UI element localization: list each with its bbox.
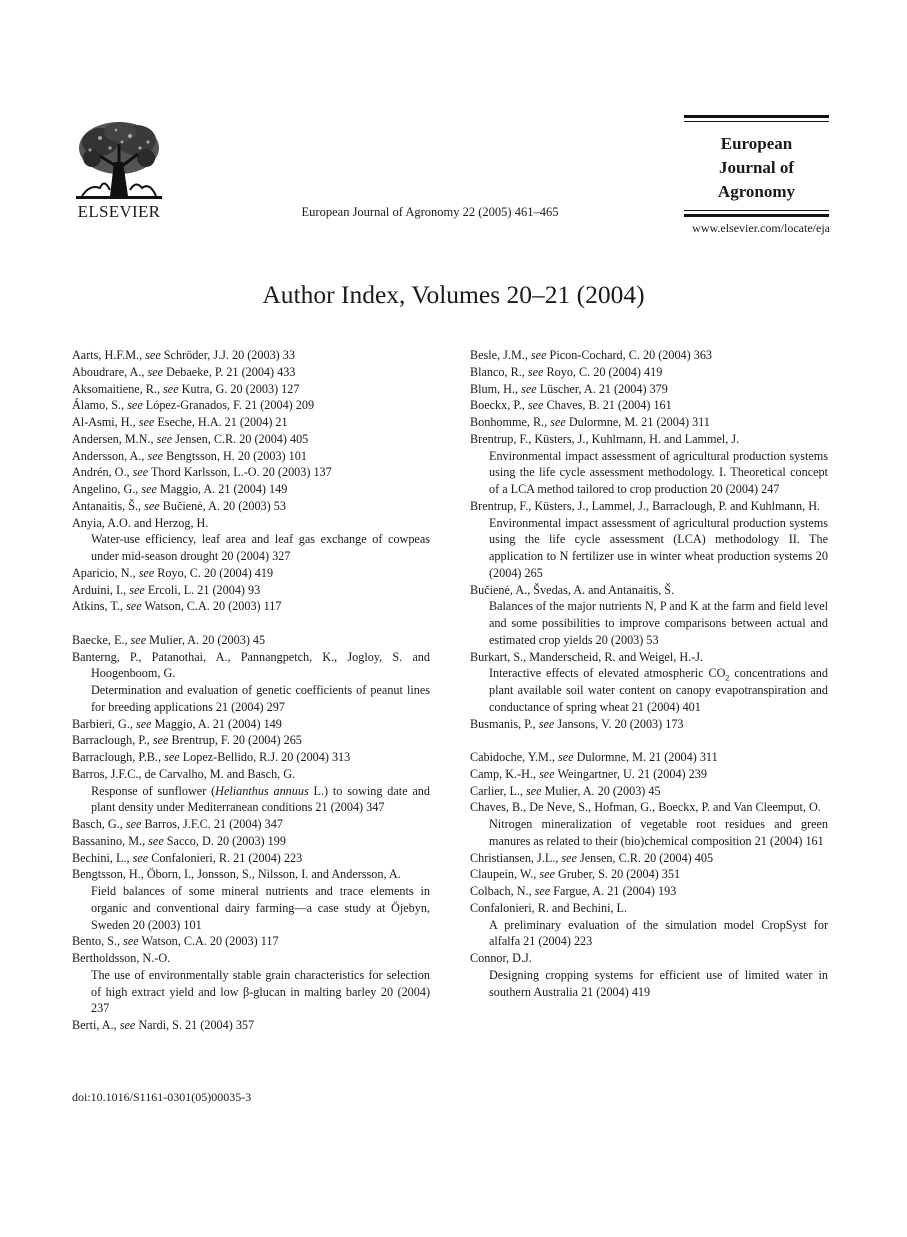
see-word: see (148, 833, 164, 848)
entry-reference: Bučienė, A. 20 (2003) 53 (162, 498, 286, 513)
elsevier-tree-emblem-icon (70, 118, 168, 202)
entry-author: Arduini, I., (72, 582, 130, 597)
entry-author: Aparicio, N., (72, 565, 139, 580)
see-word: see (126, 599, 142, 614)
index-entry (470, 883, 828, 900)
see-word: see (550, 415, 566, 429)
entry-authors: Confalonieri, R. and Bechini, L. (470, 900, 628, 915)
journal-masthead (684, 115, 829, 235)
journal-title-line: European (720, 134, 793, 153)
entry-author: Barraclough, P.B., (72, 750, 165, 764)
entry-author: Aksomaitiene, R., (72, 381, 164, 396)
entry-article-title (489, 598, 828, 648)
entry-author: Barraclough, P., (72, 733, 153, 748)
index-entry (470, 749, 828, 766)
entry-authors: Connor, D.J. (470, 951, 532, 965)
index-entry (72, 464, 430, 481)
entry-reference: Thord Karlsson, L.-O. 20 (2003) 137 (150, 465, 332, 480)
elsevier-logo (70, 118, 168, 220)
index-entry (72, 598, 430, 615)
index-entry (72, 1017, 430, 1034)
see-word: see (527, 364, 544, 379)
index-entry (72, 749, 430, 766)
see-word: see (526, 783, 542, 798)
entry-authors: Bučienė, A., Švedas, A. and Antanaitis, Š. (470, 582, 675, 597)
see-word: see (138, 565, 155, 580)
index-entry (470, 431, 828, 498)
entry-article-title (91, 682, 430, 716)
entry-authors: Brentrup, F., Küsters, J., Lammel, J., Barraclough, P. and Kuhlmann, H. (470, 498, 821, 513)
entry-reference: Fargue, A. 21 (2004) 193 (553, 884, 677, 898)
entry-reference: Dulormne, M. 21 (2004) 311 (568, 415, 710, 429)
index-entry (72, 381, 430, 398)
see-word: see (125, 817, 142, 831)
entry-author: Boeckx, P., (470, 398, 528, 413)
see-word: see (538, 716, 555, 731)
index-entry (470, 347, 828, 364)
entry-authors: Bertholdsson, N.-O. (72, 951, 171, 965)
index-entry (72, 397, 430, 414)
entry-authors: Chaves, B., De Neve, S., Hofman, G., Boeckx, P. and Van Cleemput, O. (470, 800, 821, 815)
index-entry (470, 364, 828, 381)
see-word: see (141, 482, 157, 496)
entry-authors: Banterng, P., Patanothai, A., Pannangpetch, K., Jogloy, S. and Hoogenboom, G. (72, 649, 430, 681)
journal-title (684, 132, 829, 204)
entry-author: Andrén, O., (72, 465, 133, 480)
entry-article-title (91, 783, 430, 817)
index-entry (72, 866, 430, 933)
index-entry (72, 732, 430, 749)
entry-article-text: Field balances of some mineral nutrients and trace elements in organic and conventional dairy farming—a case study at Öjebyn, Sweden 20 (2003) 101 (91, 884, 430, 932)
entry-article-title (489, 967, 828, 1001)
index-entry (470, 783, 828, 800)
index-entry (72, 364, 430, 381)
entry-reference: Royo, C. 20 (2004) 419 (546, 364, 663, 379)
entry-authors: Brentrup, F., Küsters, J., Kuhlmann, H. and Lammel, J. (470, 431, 740, 446)
entry-article-title (489, 448, 828, 498)
index-entry (72, 414, 430, 431)
entry-reference: Eseche, H.A. 21 (2004) 21 (157, 415, 288, 429)
see-word: see (156, 431, 173, 446)
index-entry (72, 565, 430, 582)
journal-url: www.elsevier.com/locate/eja (692, 221, 830, 235)
entry-author: Barbieri, G., (72, 716, 136, 731)
index-entry (470, 582, 828, 649)
entry-reference: Dulormne, M. 21 (2004) 311 (576, 750, 718, 764)
entry-reference: Mulier, A. 20 (2003) 45 (544, 783, 661, 798)
journal-title-line: Journal of (718, 158, 795, 177)
entry-article-text: Nitrogen mineralization of vegetable root residues and green manures as related to their (bio)chemical composition 21 (2004) 161 (489, 817, 828, 848)
entry-reference: Watson, C.A. 20 (2003) 117 (144, 599, 282, 614)
see-word: see (145, 348, 161, 362)
entry-reference: Chaves, B. 21 (2004) 161 (546, 398, 672, 413)
index-entry (470, 799, 828, 849)
entry-article-title (91, 531, 430, 565)
entry-article-text: Environmental impact assessment of agricultural production systems using the life cycle assessment (LCA) methodology II. The application to N fertilizer use in winter wheat production systems 20 (2004) 265 (489, 515, 828, 580)
entry-author: Aboudrare, A., (72, 364, 148, 379)
masthead-rule (684, 121, 829, 122)
publisher-name: ELSEVIER (77, 202, 161, 221)
index-column-left (72, 347, 430, 1034)
see-word: see (132, 850, 149, 865)
see-word: see (144, 498, 160, 513)
entry-article-text: Determination and evaluation of genetic coefficients of peanut lines for breeding applications 21 (2004) 297 (91, 683, 430, 714)
entry-reference: Brentrup, F. 20 (2004) 265 (171, 733, 302, 748)
index-entry (470, 381, 828, 398)
masthead-rule (684, 214, 829, 217)
see-word: see (123, 934, 139, 949)
entry-reference: Jansons, V. 20 (2003) 173 (557, 716, 684, 731)
index-entry (72, 582, 430, 599)
index-entry (470, 866, 828, 883)
entry-reference: López-Granados, F. 21 (2004) 209 (145, 398, 315, 413)
entry-author: Angelino, G., (72, 482, 142, 496)
entry-author: Carlier, L., (470, 783, 527, 798)
see-word: see (530, 348, 547, 362)
index-entry (470, 649, 828, 716)
entry-author: Bassanino, M., (72, 833, 149, 848)
index-entry (72, 950, 430, 1017)
entry-article-text: Balances of the major nutrients N, P and K at the farm and field level and some possibilities to improve comparisons between actual and estimated crop yields 20 (2003) 53 (489, 599, 828, 647)
entry-article-text: The use of environmentally stable grain characteristics for selection of high extract yield and low β-glucan in malting barley 20 (2004) 237 (91, 967, 430, 1016)
entry-article-title (489, 816, 828, 850)
index-entry (72, 632, 430, 649)
entry-reference: Lopez-Bellido, R.J. 20 (2004) 313 (182, 750, 351, 764)
doi: doi:10.1016/S1161-0301(05)00035-3 (72, 1090, 252, 1104)
entry-authors: Bengtsson, H., Öborn, I., Jonsson, S., Nilsson, I. and Andersson, A. (72, 867, 401, 882)
index-entry (470, 766, 828, 783)
entry-author: Berti, A., (72, 1018, 120, 1032)
entry-reference: Schröder, J.J. 20 (2003) 33 (163, 348, 295, 362)
entry-article-text: Interactive effects of elevated atmospheric CO (489, 666, 726, 681)
see-word: see (138, 415, 155, 429)
entry-author: Álamo, S., (72, 398, 128, 413)
journal-title-line: Agronomy (717, 182, 796, 201)
see-word: see (147, 364, 164, 379)
entry-author: Blum, H., (470, 381, 522, 396)
entry-reference: Maggio, A. 21 (2004) 149 (154, 716, 282, 731)
see-word: see (119, 1018, 136, 1032)
index-entry (72, 431, 430, 448)
entry-reference: Picon-Cochard, C. 20 (2004) 363 (549, 348, 713, 362)
index-column-right (470, 347, 828, 1000)
entry-article-title (91, 883, 430, 933)
entry-reference: Jensen, C.R. 20 (2004) 405 (175, 431, 309, 446)
entry-reference: Kutra, G. 20 (2003) 127 (181, 381, 300, 396)
entry-author: Bechini, L., (72, 850, 133, 865)
entry-author: Camp, K.-H., (470, 766, 540, 781)
entry-author: Antanaitis, Š., (72, 498, 145, 513)
entry-reference: Jensen, C.R. 20 (2004) 405 (580, 850, 714, 865)
entry-author: Claupein, W., (470, 867, 540, 882)
entry-article-text: Response of sunflower ( (91, 783, 216, 798)
entry-author: Andersen, M.N., (72, 431, 157, 446)
entry-reference: Nardi, S. 21 (2004) 357 (138, 1018, 255, 1032)
entry-author: Bento, S., (72, 934, 124, 949)
entry-authors: Burkart, S., Manderscheid, R. and Weigel, H.-J. (470, 649, 704, 664)
see-word: see (147, 448, 164, 463)
entry-reference: Confalonieri, R. 21 (2004) 223 (151, 850, 303, 865)
entry-author: Busmanis, P., (470, 716, 539, 731)
entry-author: Colbach, N., (470, 884, 535, 898)
see-word: see (127, 398, 143, 413)
entry-author: Basch, G., (72, 817, 126, 831)
entry-article-title (489, 917, 828, 951)
entry-author: Baecke, E., (72, 632, 131, 647)
entry-reference: Bengtsson, H. 20 (2003) 101 (166, 448, 307, 463)
entry-article-title (489, 515, 828, 582)
entry-reference: Gruber, S. 20 (2004) 351 (558, 867, 681, 882)
entry-article-text: L.) to sowing date and plant density under Mediterranean conditions 21 (2004) 347 (91, 783, 430, 815)
index-entry (72, 716, 430, 733)
entry-author: Bonhomme, R., (470, 415, 551, 429)
index-entry (470, 498, 828, 582)
see-word: see (558, 750, 574, 764)
entry-author: Al-Asmi, H., (72, 415, 139, 429)
see-word: see (534, 884, 551, 898)
journal-reference: European Journal of Agronomy 22 (2005) 461–465 (301, 205, 559, 219)
entry-reference: Lüscher, A. 21 (2004) 379 (539, 381, 668, 396)
entry-reference: Debaeke, P. 21 (2004) 433 (166, 364, 296, 379)
masthead-rule (684, 210, 829, 211)
index-entry (72, 766, 430, 816)
see-word: see (163, 381, 179, 396)
entry-reference: Barros, J.F.C. 21 (2004) 347 (144, 817, 283, 831)
index-entry (470, 397, 828, 414)
entry-author: Besle, J.M., (470, 348, 531, 362)
see-word: see (539, 766, 555, 781)
entry-author: Blanco, R., (470, 364, 528, 379)
see-word: see (521, 381, 537, 396)
entry-article-text: Environmental impact assessment of agricultural production systems using the life cycle assessment methodology. I. Theoretical concept of a LCA method tailored to crop production 20 (2004) 247 (489, 448, 828, 496)
index-entry (72, 448, 430, 465)
page-title: Author Index, Volumes 20–21 (2004) (262, 280, 645, 309)
index-entry (72, 347, 430, 364)
index-entry (470, 716, 828, 733)
index-entry (72, 515, 430, 565)
index-entry (470, 900, 828, 950)
see-word: see (539, 867, 555, 882)
subscript: 2 (725, 673, 730, 683)
see-word: see (164, 750, 180, 764)
index-entry (72, 498, 430, 515)
entry-reference: Mulier, A. 20 (2003) 45 (149, 632, 266, 647)
entry-article-title (489, 665, 828, 715)
see-word: see (561, 850, 577, 865)
entry-reference: Sacco, D. 20 (2003) 199 (166, 833, 286, 848)
section-gap (72, 615, 430, 632)
species-name: Helianthus annuus (215, 783, 309, 798)
entry-reference: Weingartner, U. 21 (2004) 239 (557, 766, 707, 781)
section-gap (470, 732, 828, 749)
entry-author: Atkins, T., (72, 599, 127, 614)
index-entry (72, 833, 430, 850)
entry-author: Aarts, H.F.M., (72, 348, 146, 362)
index-entry (72, 850, 430, 867)
entry-author: Christiansen, J.L., (470, 850, 562, 865)
masthead-rule (684, 115, 829, 118)
entry-article-text: Water-use efficiency, leaf area and leaf gas exchange of cowpeas under mid-season drought 20 (2004) 327 (91, 532, 430, 563)
index-entry (470, 414, 828, 431)
index-entry (72, 816, 430, 833)
index-entry (72, 481, 430, 498)
index-entry (72, 933, 430, 950)
see-word: see (152, 733, 169, 748)
entry-article-text: concentrations and plant available soil water content on canopy evapotranspiration and conductance of spring wheat 21 (2004) 401 (489, 666, 828, 714)
entry-authors: Barros, J.F.C., de Carvalho, M. and Basch, G. (72, 766, 296, 781)
entry-reference: Maggio, A. 21 (2004) 149 (160, 482, 288, 496)
index-entry (470, 850, 828, 867)
entry-article-title (91, 967, 430, 1017)
index-entry (72, 649, 430, 716)
see-word: see (135, 716, 152, 731)
entry-reference: Royo, C. 20 (2004) 419 (157, 565, 274, 580)
entry-author: Cabidoche, Y.M., (470, 750, 559, 764)
entry-article-text: A preliminary evaluation of the simulation model CropSyst for alfalfa 21 (2004) 223 (489, 917, 828, 949)
entry-article-text: Designing cropping systems for efficient use of limited water in southern Australia 21 (2004) 419 (489, 967, 828, 999)
index-entry (470, 950, 828, 1000)
entry-authors: Anyia, A.O. and Herzog, H. (72, 515, 209, 530)
see-word: see (527, 398, 544, 413)
see-word: see (130, 632, 147, 647)
see-word: see (129, 582, 145, 597)
entry-reference: Ercoli, L. 21 (2004) 93 (147, 582, 261, 597)
entry-reference: Watson, C.A. 20 (2003) 117 (141, 934, 279, 949)
entry-author: Andersson, A., (72, 448, 148, 463)
see-word: see (132, 465, 149, 480)
